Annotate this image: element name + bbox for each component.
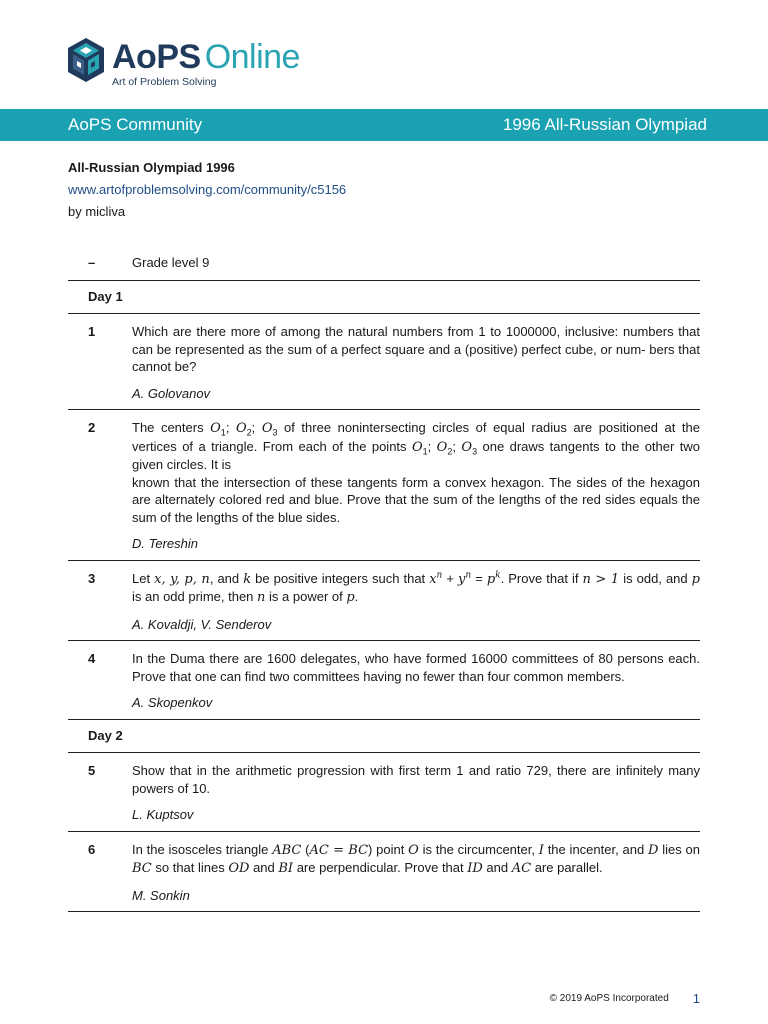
banner-competition: 1996 All-Russian Olympiad <box>502 115 707 134</box>
problem-number: 3 <box>88 570 96 586</box>
logo-brand-bold: AoPS <box>112 38 201 76</box>
problem-number: 5 <box>88 763 96 778</box>
problem-text-continued: known that the intersection of these tangents form a convex hexagon. The sides of the hexagon are alternately colored red and blue. Prove that the sum of the lengths of the red sides equals the sum of the lengths of the blue sides. <box>132 474 700 525</box>
header-banner <box>0 109 768 141</box>
problem-author: L. Kuptsov <box>132 807 194 822</box>
problem-text: In the isosceles triangle ABC (AC = BC) point O is the circumcenter, I the incenter, and D lies on BC so that lines OD and BI are perpendicular. Prove that ID and AC are parallel. <box>132 841 700 876</box>
copyright: © 2019 AoPS Incorporated <box>549 993 669 1004</box>
problem-row <box>68 561 700 642</box>
problem-text: The centers $O_1$; $O_2$; $O_3$ of three nonintersecting circles of equal radius are positioned at the vertices of a triangle. From each of the points $O_1$; $O_2$; $O_3$ one draws tangents to the other two given circles. It is <box>132 420 700 472</box>
problem-text: Show that in the arithmetic progression with first term 1 and ratio 729, there are infinitely many powers of 10. <box>132 763 700 796</box>
grade-row <box>68 246 700 281</box>
problem-number: 1 <box>88 324 96 339</box>
day-label: Day 2 <box>88 727 123 743</box>
problem-author: D. Tereshin <box>132 536 198 551</box>
problem-author: M. Sonkin <box>132 887 190 903</box>
problem-text: In the Duma there are 1600 delegates, who have formed 16000 committees of 80 persons each. Prove that one can find two committees having no fewer than four common members. <box>132 651 700 684</box>
problem-row <box>68 314 700 410</box>
day-label: Day 1 <box>88 288 123 304</box>
problem-author: A. Skopenkov <box>132 695 213 710</box>
aops-cube-logo-icon <box>66 37 106 83</box>
problem-number: 4 <box>88 651 96 666</box>
problem-row <box>68 641 700 720</box>
problem-text: Which are there more of among the natural numbers from 1 to 1000000, inclusive: numbers that can be represented as the sum of a perfect square and a (positive) perfect cube, or num- bers that cannot be? <box>132 324 700 374</box>
aops-logo <box>66 37 300 93</box>
logo-subtitle: Art of Problem Solving <box>112 76 217 88</box>
community-link[interactable]: www.artofproblemsolving.com/community/c5156 <box>68 182 347 197</box>
document-title: All-Russian Olympiad 1996 <box>68 160 235 175</box>
problem-text: Let x, y, p, n, and k be positive integers such that $x^n + y^n = p^k$. Prove that if n > 1 is odd, and p is an odd prime, then n is a power of p. <box>132 570 700 605</box>
grade-level: Grade level 9 <box>132 255 210 270</box>
document-meta <box>68 157 346 223</box>
page-footer <box>550 991 700 1006</box>
problem-author: A. Kovaldji, V. Senderov <box>132 616 272 632</box>
document-author: by micliva <box>68 204 126 219</box>
grade-marker: – <box>88 255 96 270</box>
problem-row <box>68 832 700 913</box>
day-header <box>68 720 700 754</box>
problem-row <box>68 410 700 561</box>
logo-brand-light: Online <box>204 38 300 76</box>
problem-number: 2 <box>88 420 96 435</box>
problem-author: A. Golovanov <box>132 385 211 401</box>
problem-number: 6 <box>88 841 96 857</box>
problem-row <box>68 753 700 832</box>
problem-list <box>68 246 700 912</box>
page-number: 1 <box>692 991 700 1006</box>
banner-community: AoPS Community <box>68 115 203 134</box>
day-header <box>68 281 700 315</box>
